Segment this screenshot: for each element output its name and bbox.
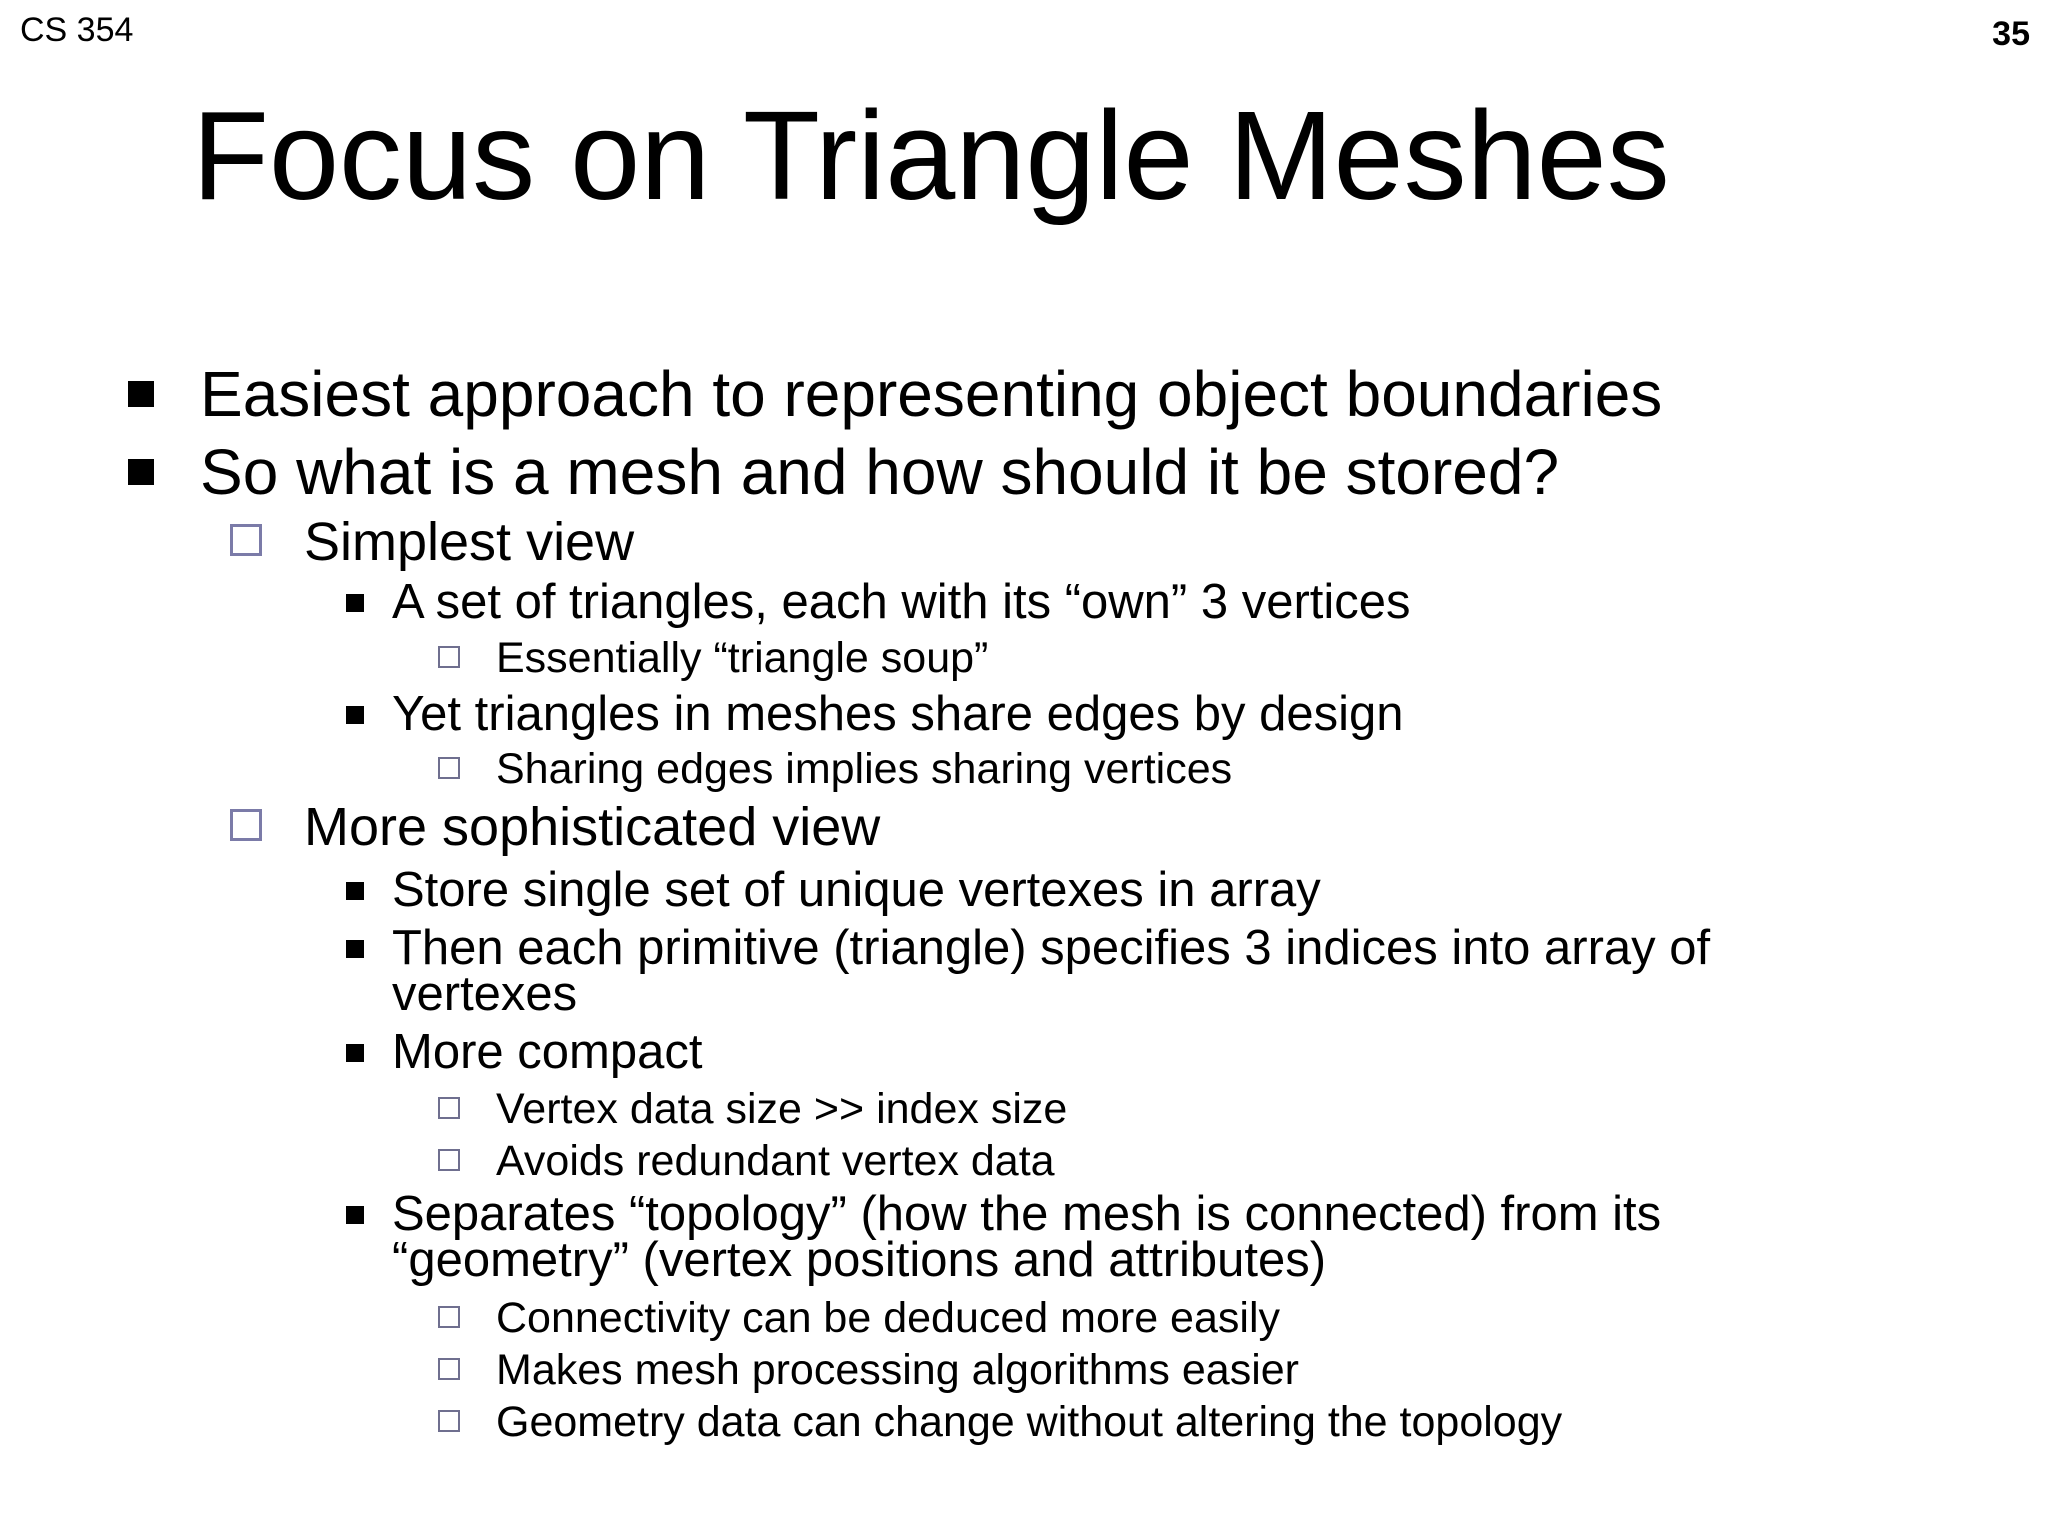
filled-square-bullet-icon (346, 1206, 364, 1224)
bullet-text: So what is a mesh and how should it be stored? (200, 436, 1560, 508)
bullet-text: Sharing edges implies sharing vertices (496, 745, 1233, 793)
bullet-text: More sophisticated view (304, 797, 881, 857)
bullet-text: Then each primitive (triangle) specifies 3 indices into array of (392, 921, 1711, 975)
bullet-text: Vertex data size >> index size (496, 1085, 1068, 1133)
bullet-text: Store single set of unique vertexes in array (392, 863, 1321, 917)
filled-square-bullet-icon (128, 459, 154, 485)
course-label: CS 354 (20, 11, 134, 49)
bullet-text: Essentially “triangle soup” (496, 634, 989, 682)
hollow-square-bullet-icon (438, 1410, 460, 1432)
slide-number: 35 (1992, 15, 2030, 53)
hollow-square-bullet-icon (438, 757, 460, 779)
filled-square-bullet-icon (346, 706, 364, 724)
filled-square-bullet-icon (346, 940, 364, 958)
bullet-text: A set of triangles, each with its “own” 3 vertices (392, 575, 1411, 629)
bullet-text: Avoids redundant vertex data (496, 1137, 1055, 1185)
filled-square-bullet-icon (346, 594, 364, 612)
filled-square-bullet-icon (346, 882, 364, 900)
hollow-square-bullet-icon (438, 1358, 460, 1380)
hollow-square-bullet-icon (438, 1149, 460, 1171)
bullet-text: More compact (392, 1025, 703, 1079)
filled-square-bullet-icon (346, 1044, 364, 1062)
hollow-square-bullet-icon (230, 524, 262, 556)
bullet-text-continued: vertexes (392, 967, 578, 1021)
hollow-square-bullet-icon (438, 1306, 460, 1328)
bullet-text: Geometry data can change without altering the topology (496, 1398, 1563, 1446)
slide-title: Focus on Triangle Meshes (192, 85, 1670, 226)
bullet-text: Simplest view (304, 512, 635, 572)
bullet-text: Connectivity can be deduced more easily (496, 1294, 1280, 1342)
bullet-text: Makes mesh processing algorithms easier (496, 1346, 1299, 1394)
bullet-text: Easiest approach to representing object boundaries (200, 358, 1663, 430)
bullet-text-continued: “geometry” (vertex positions and attributes) (392, 1233, 1327, 1287)
hollow-square-bullet-icon (230, 809, 262, 841)
bullet-text: Separates “topology” (how the mesh is connected) from its (392, 1187, 1662, 1241)
filled-square-bullet-icon (128, 381, 154, 407)
hollow-square-bullet-icon (438, 1097, 460, 1119)
hollow-square-bullet-icon (438, 646, 460, 668)
bullet-text: Yet triangles in meshes share edges by design (392, 687, 1404, 741)
